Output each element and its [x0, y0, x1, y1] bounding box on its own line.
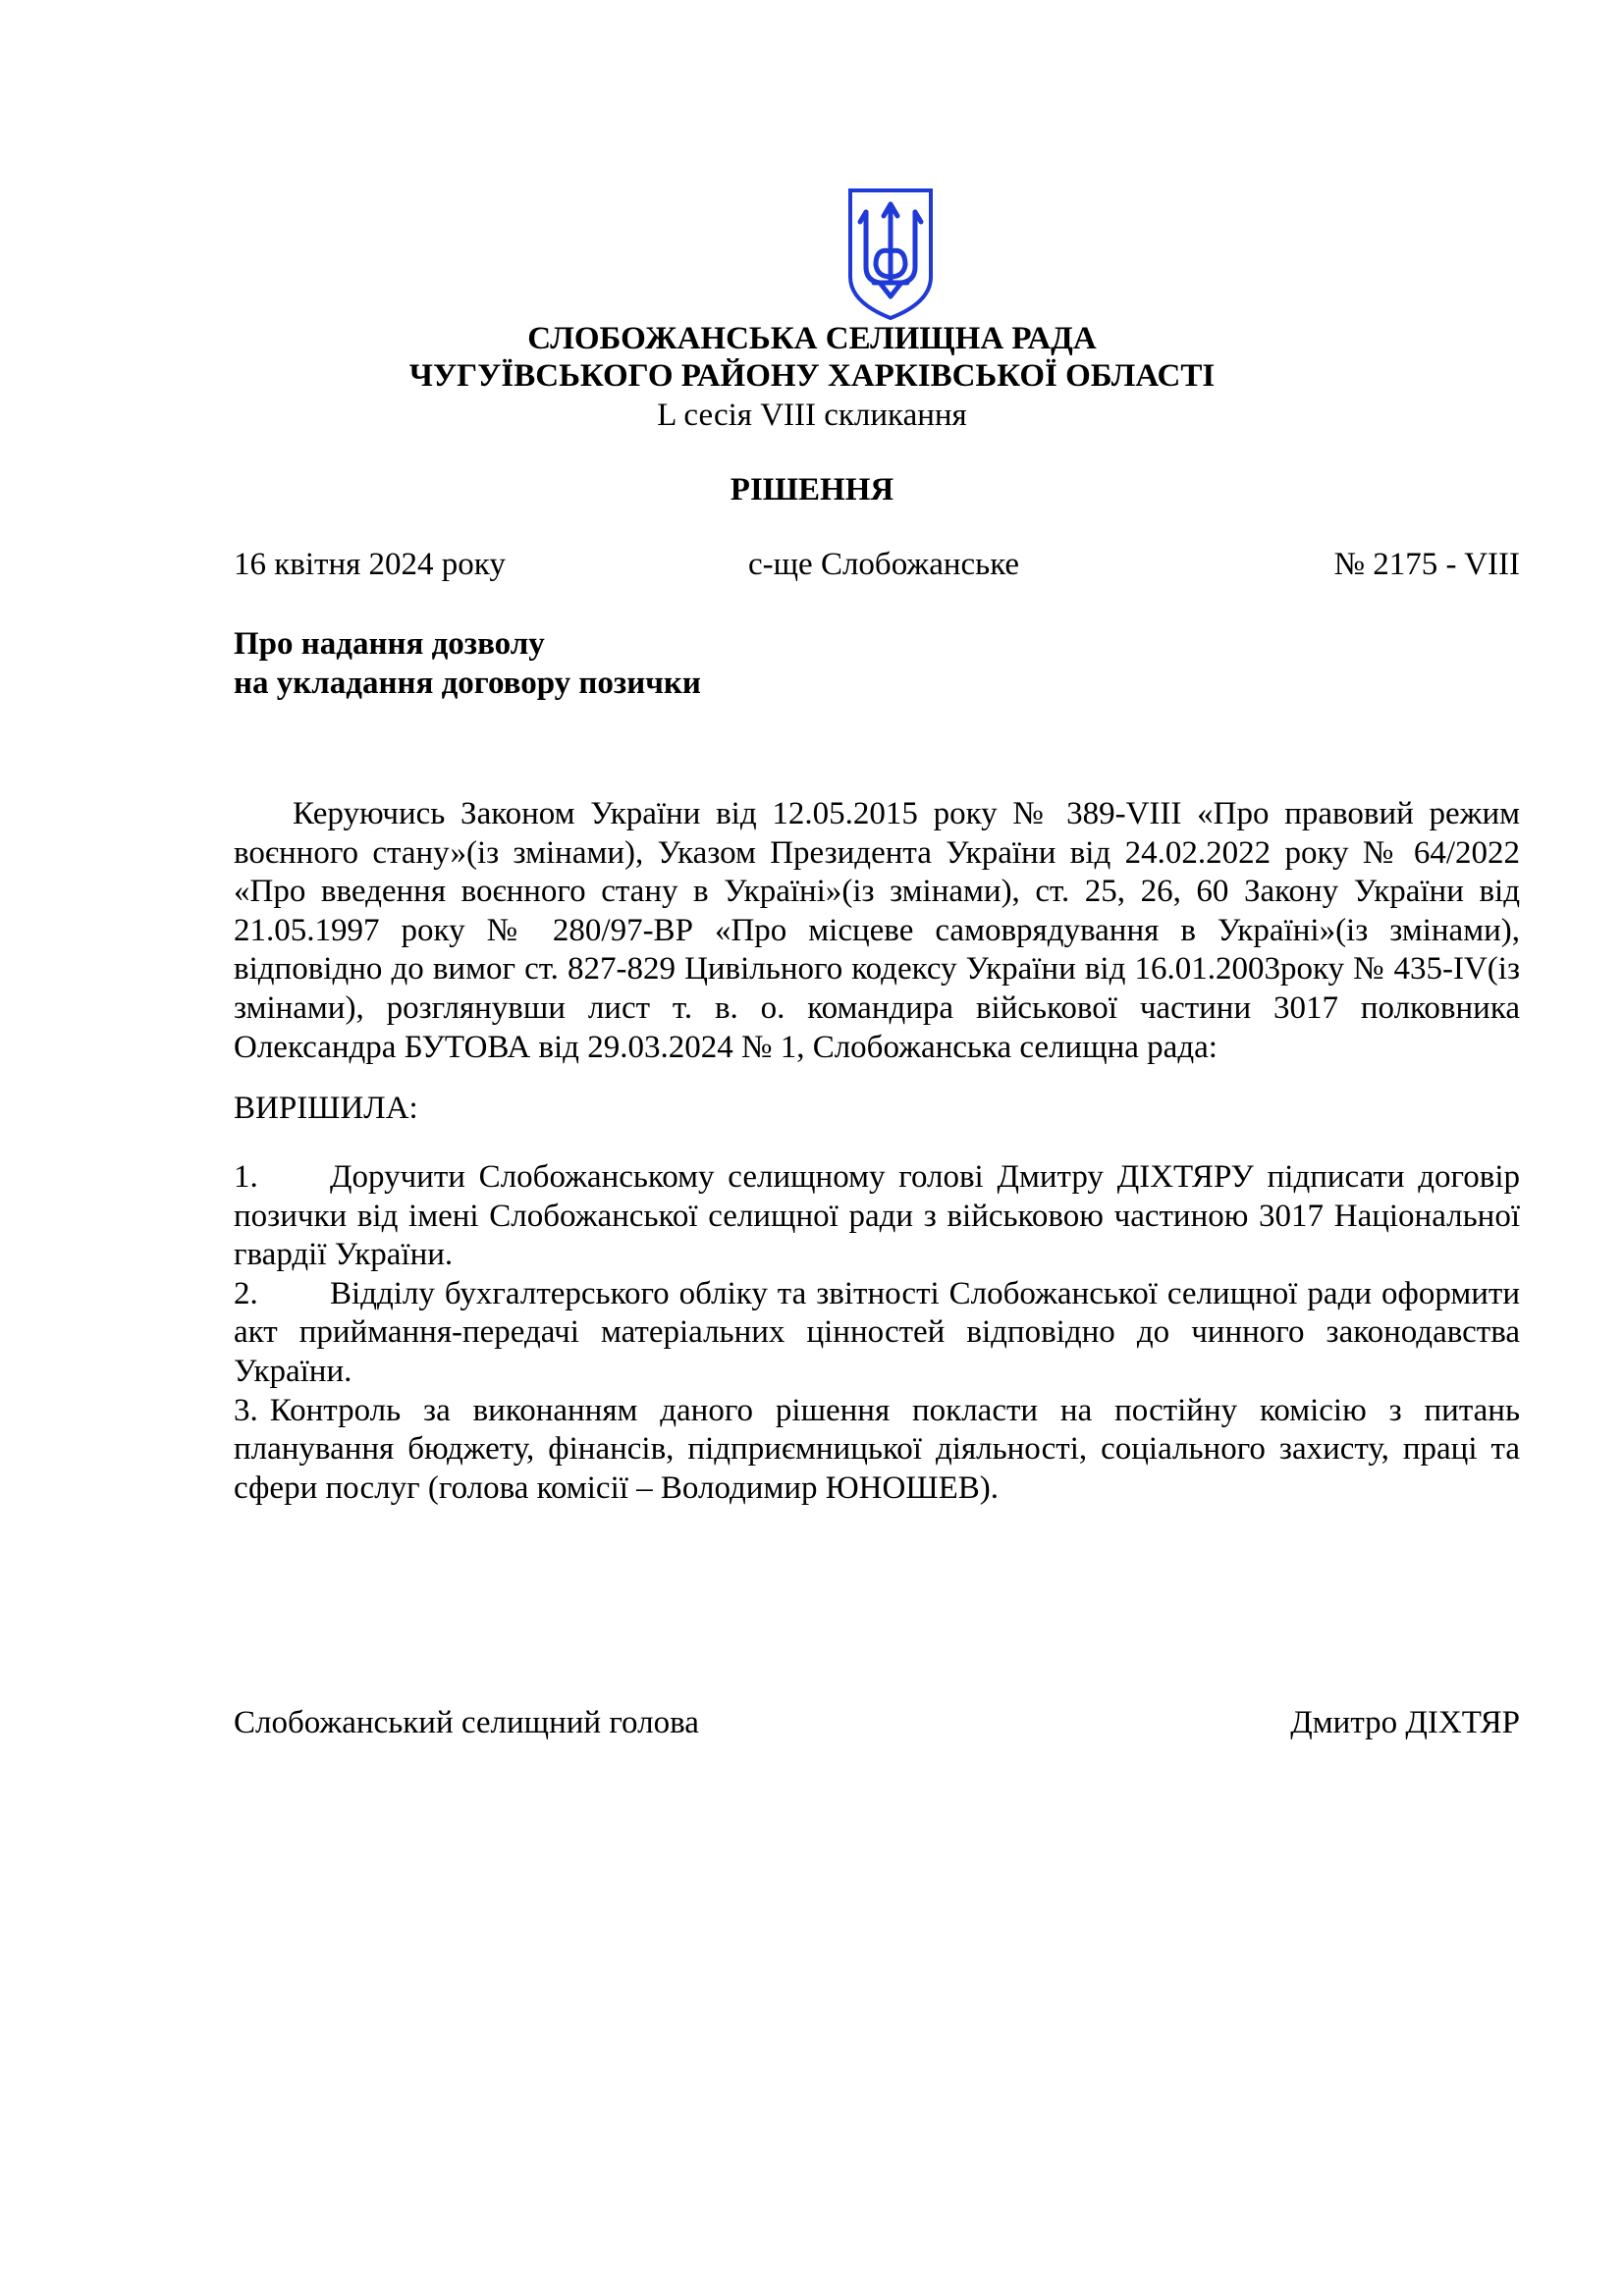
document-meta — [234, 546, 1520, 585]
ukraine-coat-of-arms-icon — [846, 187, 935, 322]
subject-line-1: Про надання дозволу — [234, 626, 545, 662]
decided-heading: ВИРІШИЛА: — [234, 1091, 418, 1126]
item-number: 1. — [234, 1159, 258, 1195]
signature-block — [234, 1704, 1520, 1743]
document-number: № 2175 - VIII — [1333, 547, 1520, 582]
item-text: Контроль за виконанням даного рішення покласти на постійну комісію з питань планування бюджету, фінансів, підприємницької діяльності, соціального захисту, праці та сфери послуг (голова комісії – Володимир ЮНОШЕВ). — [234, 1392, 1520, 1506]
document-title: РІШЕННЯ — [730, 472, 894, 507]
item-number: 2. — [234, 1275, 258, 1311]
subject-line-2: на укладання договору позички — [234, 666, 701, 701]
decision-item — [234, 1158, 1520, 1275]
signature-position: Слобожанський селищний голова — [234, 1705, 699, 1740]
document-subject — [234, 624, 701, 703]
council-region: ЧУГУЇВСЬКОГО РАЙОНУ ХАРКІВСЬКОЇ ОБЛАСТІ — [408, 358, 1216, 394]
item-text: Відділу бухгалтерського обліку та звітності Слобожанської селищної ради оформити акт приймання-передачі матеріальних цінностей відповідно до чинного законодавства України. — [234, 1275, 1520, 1389]
decision-item — [234, 1275, 1520, 1392]
item-number: 3. — [234, 1392, 258, 1428]
session-line: L сесія VIII скликання — [657, 398, 967, 433]
council-name: СЛОБОЖАНСЬКА СЕЛИЩНА РАДА — [527, 321, 1097, 356]
decision-item — [234, 1392, 1520, 1509]
signature-name: Дмитро ДІХТЯР — [1290, 1705, 1520, 1740]
document-place: с-ще Слобожанське — [748, 547, 1020, 582]
decision-items — [234, 1158, 1520, 1508]
document-date: 16 квітня 2024 року — [234, 547, 506, 582]
preamble-paragraph: Керуючись Законом України від 12.05.2015 року № 389-VIII «Про правовий режим воєнного стану»(із змінами), Указом Президента України від 24.02.2022 року № 64/2022 «Про введення воєнного стану в Україні»(із змінами), ст. 25, 26, 60 Закону України від 21.05.1997 року № 280/97-ВР «Про місцеве самоврядування в Україні»(із змінами), відповідно до вимог ст. 827-829 Цивільного кодексу України від 16.01.2003року № 435-IV(із змінами), розглянувши лист т. в. о. командира військової частини 3017 полковника Олександра БУТОВА від 29.03.2024 № 1, Слобожанська селищна рада: — [234, 796, 1520, 1065]
item-text: Доручити Слобожанському селищному голові Дмитру ДІХТЯРУ підписати договір позички від імені Слобожанської селищної ради з військовою частиною 3017 Національної гвардії України. — [234, 1159, 1520, 1273]
